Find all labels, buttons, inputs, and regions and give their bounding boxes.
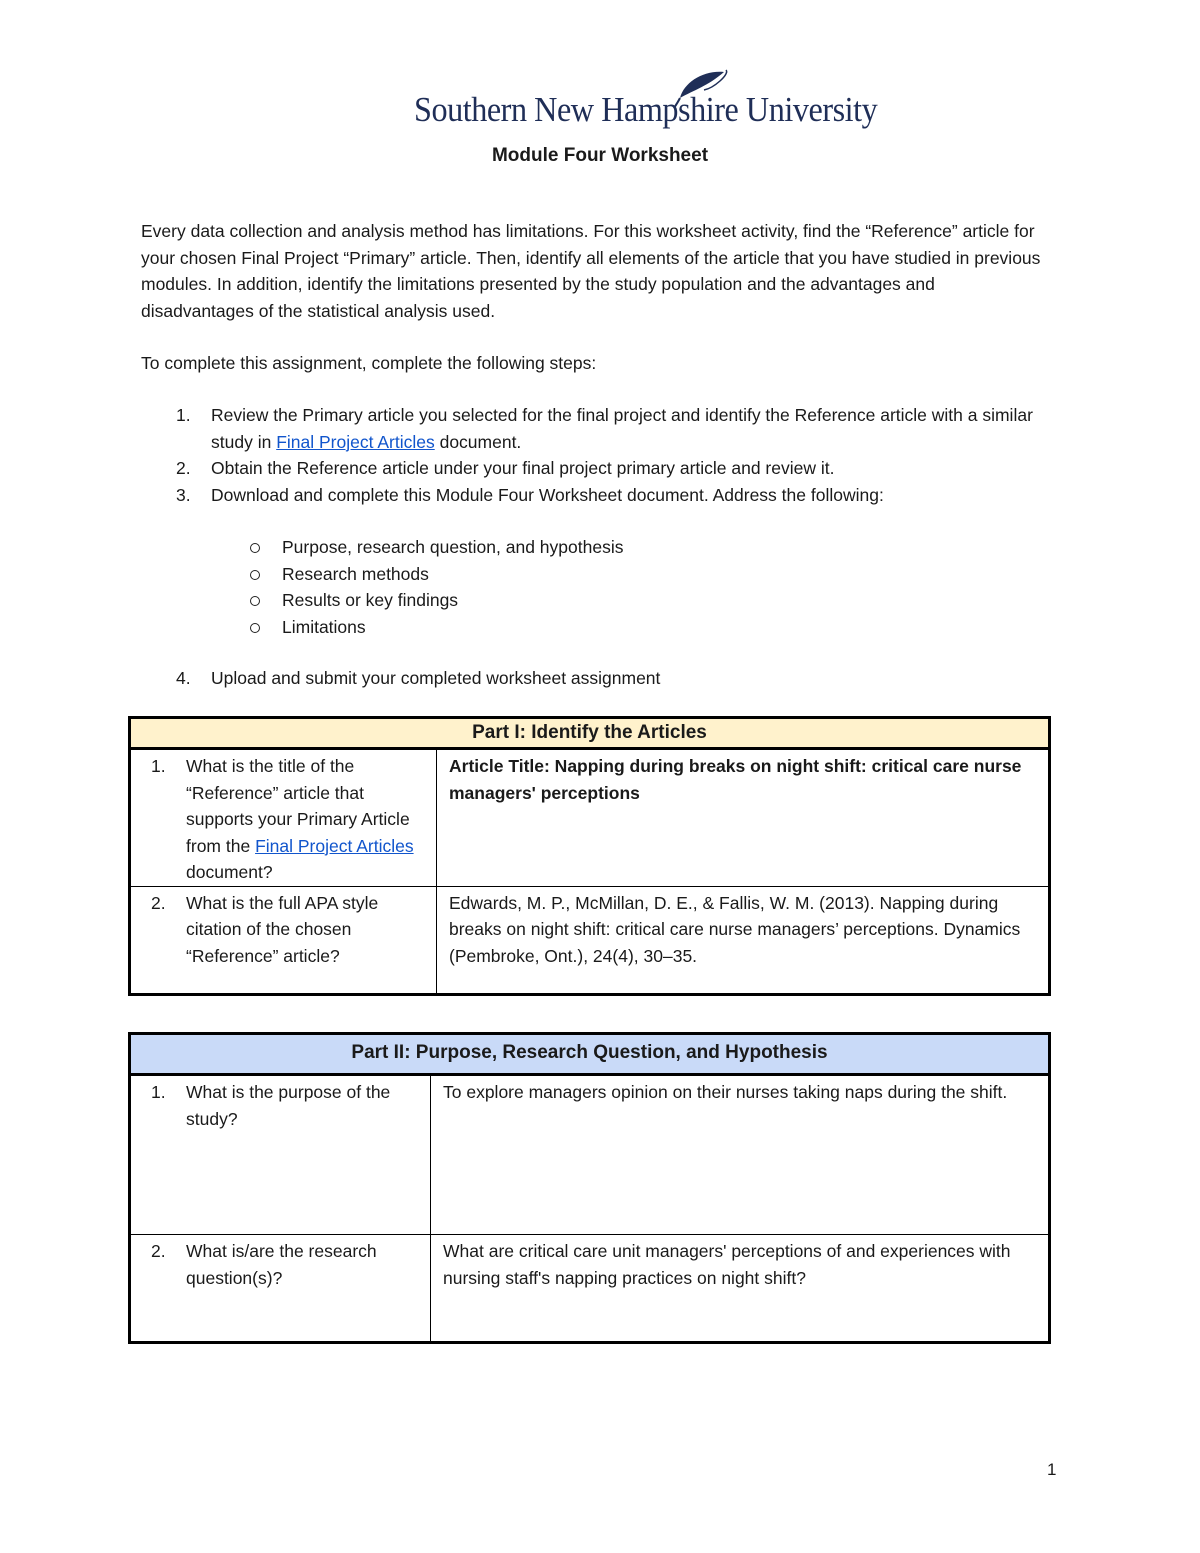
page-title: Module Four Worksheet	[491, 145, 709, 166]
step-number: 2.	[176, 458, 191, 478]
part1-answer-2[interactable]: Edwards, M. P., McMillan, D. E., & Fallis, W. M. (2013). Napping during breaks on night shift: critical care nurse managers’ perceptions. Dynamics (Pembroke, Ont.), 24(4), 30–35.	[437, 886, 1050, 994]
final-project-articles-link[interactable]: Final Project Articles	[255, 835, 414, 856]
step-number: 3.	[176, 484, 191, 505]
final-project-articles-link[interactable]: Final Project Articles	[276, 431, 435, 452]
step-number: 4.	[176, 668, 191, 688]
circle-bullet-icon	[250, 543, 260, 553]
step-number: 1.	[176, 405, 191, 425]
step-item	[141, 455, 1051, 482]
part2-table	[128, 1032, 1051, 1344]
part2-answer-2[interactable]: What are critical care unit managers' perceptions of and experiences with nursing staff's napping practices on night shift?	[431, 1235, 1050, 1343]
step-text-after: document.	[434, 431, 522, 452]
part1-question-2: 2. What is the full APA style citation of the chosen “Reference” article?	[130, 886, 437, 994]
part1-table	[128, 716, 1051, 996]
sub-item: Results or key findings	[245, 587, 623, 614]
logo-wordmark: Southern New Hampshire University	[414, 90, 878, 129]
step-text: Upload and submit your completed worksheet assignment	[211, 668, 661, 688]
part1-header: Part I: Identify the Articles	[130, 718, 1050, 749]
step-text: Review the Primary article you selected for the final project and identify the Reference article with a similar study in	[211, 405, 1033, 452]
university-logo	[414, 68, 878, 136]
part2-question-2: 2. What is/are the research question(s)?	[130, 1235, 431, 1343]
intro-paragraph: Every data collection and analysis method has limitations. For this worksheet activity, find the “Reference” article for your chosen Final Project “Primary” article. Then, identify all elements of the article that you have studied in previous modules. In addition, identify the limitations presented by the study population and the advantages and disadvantages of the statistical analysis used.	[141, 221, 1041, 321]
step-item	[141, 402, 1051, 455]
part1-answer-1[interactable]: Article Title: Napping during breaks on night shift: critical care nurse managers' perceptions	[437, 749, 1050, 887]
sub-item: Purpose, research question, and hypothesis	[245, 534, 623, 561]
circle-bullet-icon	[250, 623, 260, 633]
sub-item: Research methods	[245, 561, 623, 588]
circle-bullet-icon	[250, 570, 260, 580]
steps-list	[141, 402, 1051, 508]
steps-intro: To complete this assignment, complete the following steps:	[141, 353, 597, 373]
part2-answer-1[interactable]: To explore managers opinion on their nurses taking naps during the shift.	[431, 1075, 1050, 1235]
step-text: Obtain the Reference article under your final project primary article and review it.	[211, 458, 835, 478]
part2-question-1: 1. What is the purpose of the study?	[130, 1075, 431, 1235]
step-text: Download and complete this Module Four Worksheet document. Address the following:	[211, 484, 884, 505]
step-item	[141, 482, 1051, 509]
page-number: 1	[1047, 1460, 1057, 1479]
part1-question-1: 1. What is the title of the “Reference” article that supports your Primary Article from the Final Project Articles document?	[130, 749, 437, 887]
part2-header: Part II: Purpose, Research Question, and Hypothesis	[130, 1034, 1050, 1075]
circle-bullet-icon	[250, 596, 260, 606]
sub-item: Limitations	[245, 614, 623, 641]
sub-items-list	[245, 534, 623, 640]
